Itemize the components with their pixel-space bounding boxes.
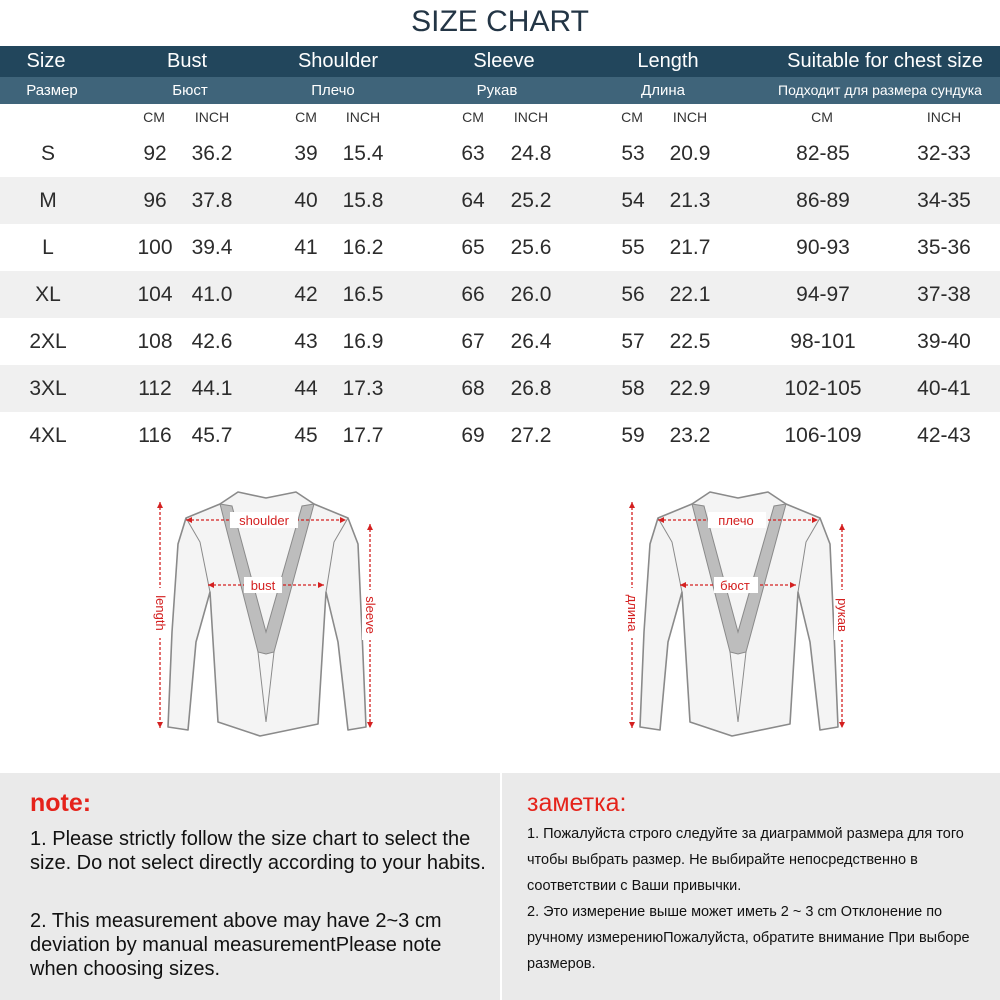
table-cell: 82-85 <box>796 142 850 165</box>
note-heading-ru: заметка: <box>527 789 627 817</box>
table-cell: 59 <box>621 424 645 447</box>
table-cell: 24.8 <box>510 142 552 165</box>
length-label-ru: длина <box>625 594 640 632</box>
table-cell: 4XL <box>29 424 67 447</box>
table-cell: 34-35 <box>917 189 971 212</box>
table-cell: 16.5 <box>342 283 384 306</box>
length-label: length <box>153 595 168 631</box>
col-header-chest: Suitable for chest size <box>787 50 983 72</box>
table-cell: 40-41 <box>917 377 971 400</box>
col-header-size-ru: Размер <box>26 82 78 99</box>
table-cell: 57 <box>621 330 645 353</box>
table-cell: 100 <box>137 236 173 259</box>
jacket-diagram-ru <box>610 482 870 762</box>
table-cell: 39 <box>294 142 318 165</box>
table-cell: 45 <box>294 424 318 447</box>
table-cell: 102-105 <box>784 377 862 400</box>
unit-label: INCH <box>672 109 708 125</box>
table-cell: 41.0 <box>191 283 233 306</box>
shoulder-label-ru: плечо <box>718 513 754 528</box>
table-cell: 41 <box>294 236 318 259</box>
table-cell: 16.9 <box>342 330 384 353</box>
unit-label: INCH <box>345 109 381 125</box>
table-cell: 56 <box>621 283 645 306</box>
page-title: SIZE CHART <box>411 5 589 38</box>
table-cell: 53 <box>621 142 645 165</box>
table-cell: 17.3 <box>342 377 384 400</box>
col-header-length: Length <box>637 50 699 72</box>
table-cell: 42 <box>294 283 318 306</box>
table-row <box>0 271 1000 318</box>
table-cell: 20.9 <box>669 142 711 165</box>
table-cell: 104 <box>137 283 173 306</box>
table-cell: 92 <box>143 142 167 165</box>
table-cell: 25.2 <box>510 189 552 212</box>
table-cell: 32-33 <box>917 142 971 165</box>
table-cell: 58 <box>621 377 645 400</box>
header-row-en <box>0 46 1000 77</box>
table-cell: 64 <box>461 189 485 212</box>
table-cell: 40 <box>294 189 318 212</box>
table-cell: 26.4 <box>510 330 552 353</box>
table-cell: 39-40 <box>917 330 971 353</box>
table-cell: 21.3 <box>669 189 711 212</box>
table-row <box>0 177 1000 224</box>
table-cell: 36.2 <box>191 142 233 165</box>
col-header-bust: Bust <box>166 50 208 72</box>
col-header-size: Size <box>26 50 66 72</box>
table-cell: 90-93 <box>796 236 850 259</box>
col-header-chest-ru: Подходит для размера сундука <box>778 82 982 98</box>
note-item-2-ru: 2. Это измерение выше может иметь 2 ~ 3 cm Отклонение по ручному измерениюПожалуйста, обратите внимание При выборе размеров. <box>527 904 970 972</box>
table-cell: 35-36 <box>917 236 971 259</box>
jacket-diagram-en <box>138 482 398 762</box>
table-cell: 43 <box>294 330 318 353</box>
table-cell: 106-109 <box>784 424 862 447</box>
table-cell: 15.4 <box>342 142 384 165</box>
table-cell: 25.6 <box>510 236 552 259</box>
unit-label: CM <box>462 109 484 125</box>
table-cell: 23.2 <box>669 424 711 447</box>
table-cell: 96 <box>143 189 167 212</box>
table-cell: 26.8 <box>510 377 552 400</box>
table-cell: 108 <box>137 330 173 353</box>
table-cell: 39.4 <box>191 236 233 259</box>
table-row <box>0 412 1000 459</box>
table-cell: 94-97 <box>796 283 850 306</box>
table-cell: 86-89 <box>796 189 850 212</box>
table-cell: 15.8 <box>342 189 384 212</box>
table-cell: 16.2 <box>342 236 384 259</box>
table-cell: 112 <box>138 377 172 400</box>
col-header-bust-ru: Бюст <box>172 82 208 99</box>
unit-label: CM <box>143 109 165 125</box>
unit-label: INCH <box>194 109 230 125</box>
notes-section <box>0 773 1000 1000</box>
units-row <box>0 104 1000 130</box>
table-cell: 45.7 <box>191 424 233 447</box>
table-cell: 55 <box>621 236 645 259</box>
bust-label-ru: бюст <box>720 578 750 593</box>
table-cell: S <box>40 142 56 165</box>
table-cell: M <box>39 189 57 212</box>
table-cell: 42-43 <box>917 424 971 447</box>
table-cell: XL <box>35 283 61 306</box>
table-row <box>0 318 1000 365</box>
table-cell: 68 <box>461 377 485 400</box>
table-cell: 22.1 <box>669 283 711 306</box>
table-cell: 63 <box>461 142 485 165</box>
table-cell: 37-38 <box>917 283 971 306</box>
note-item-1-en: 1. Please strictly follow the size chart to select the size. Do not select directly according to your habits. <box>30 828 486 874</box>
unit-label: CM <box>621 109 643 125</box>
table-cell: 66 <box>461 283 485 306</box>
col-header-length-ru: Длина <box>641 82 685 99</box>
table-cell: 65 <box>461 236 485 259</box>
sleeve-label-ru: рукав <box>835 598 850 632</box>
col-header-sleeve-ru: Рукав <box>476 82 518 99</box>
col-header-sleeve: Sleeve <box>473 50 535 72</box>
table-cell: 44.1 <box>191 377 233 400</box>
header-row-ru <box>0 77 1000 104</box>
table-cell: 44 <box>294 377 318 400</box>
table-cell: 116 <box>138 424 172 447</box>
bust-label: bust <box>250 578 276 593</box>
table-cell: 27.2 <box>510 424 552 447</box>
table-row <box>0 224 1000 271</box>
table-cell: 22.5 <box>669 330 711 353</box>
table-cell: 54 <box>621 189 645 212</box>
shoulder-label: shoulder <box>239 513 289 528</box>
sleeve-label: sleeve <box>363 596 378 634</box>
note-heading-en: note: <box>30 789 92 817</box>
unit-label: INCH <box>926 109 962 125</box>
table-cell: 26.0 <box>510 283 552 306</box>
unit-label: CM <box>295 109 317 125</box>
table-cell: 98-101 <box>790 330 856 353</box>
note-item-2-en: 2. This measurement above may have 2~3 cm deviation by manual measurementPlease note when choosing sizes. <box>30 910 442 980</box>
table-cell: 42.6 <box>191 330 233 353</box>
table-cell: L <box>42 236 54 259</box>
table-row <box>0 365 1000 412</box>
table-cell: 17.7 <box>342 424 384 447</box>
table-cell: 37.8 <box>191 189 233 212</box>
table-cell: 2XL <box>29 330 67 353</box>
col-header-shoulder-ru: Плечо <box>311 82 355 99</box>
table-cell: 67 <box>461 330 485 353</box>
table-row <box>0 130 1000 177</box>
table-cell: 69 <box>461 424 485 447</box>
table-cell: 3XL <box>29 377 67 400</box>
table-cell: 22.9 <box>669 377 711 400</box>
unit-label: INCH <box>513 109 549 125</box>
table-cell: 21.7 <box>669 236 711 259</box>
note-item-1-ru: 1. Пожалуйста строго следуйте за диаграммой размера для того чтобы выбрать размер. Не выбирайте непосредственно в соответствии с Ваши привычки. <box>527 826 964 894</box>
notes-divider <box>500 773 502 1000</box>
col-header-shoulder: Shoulder <box>297 50 379 72</box>
unit-label: CM <box>811 109 833 125</box>
